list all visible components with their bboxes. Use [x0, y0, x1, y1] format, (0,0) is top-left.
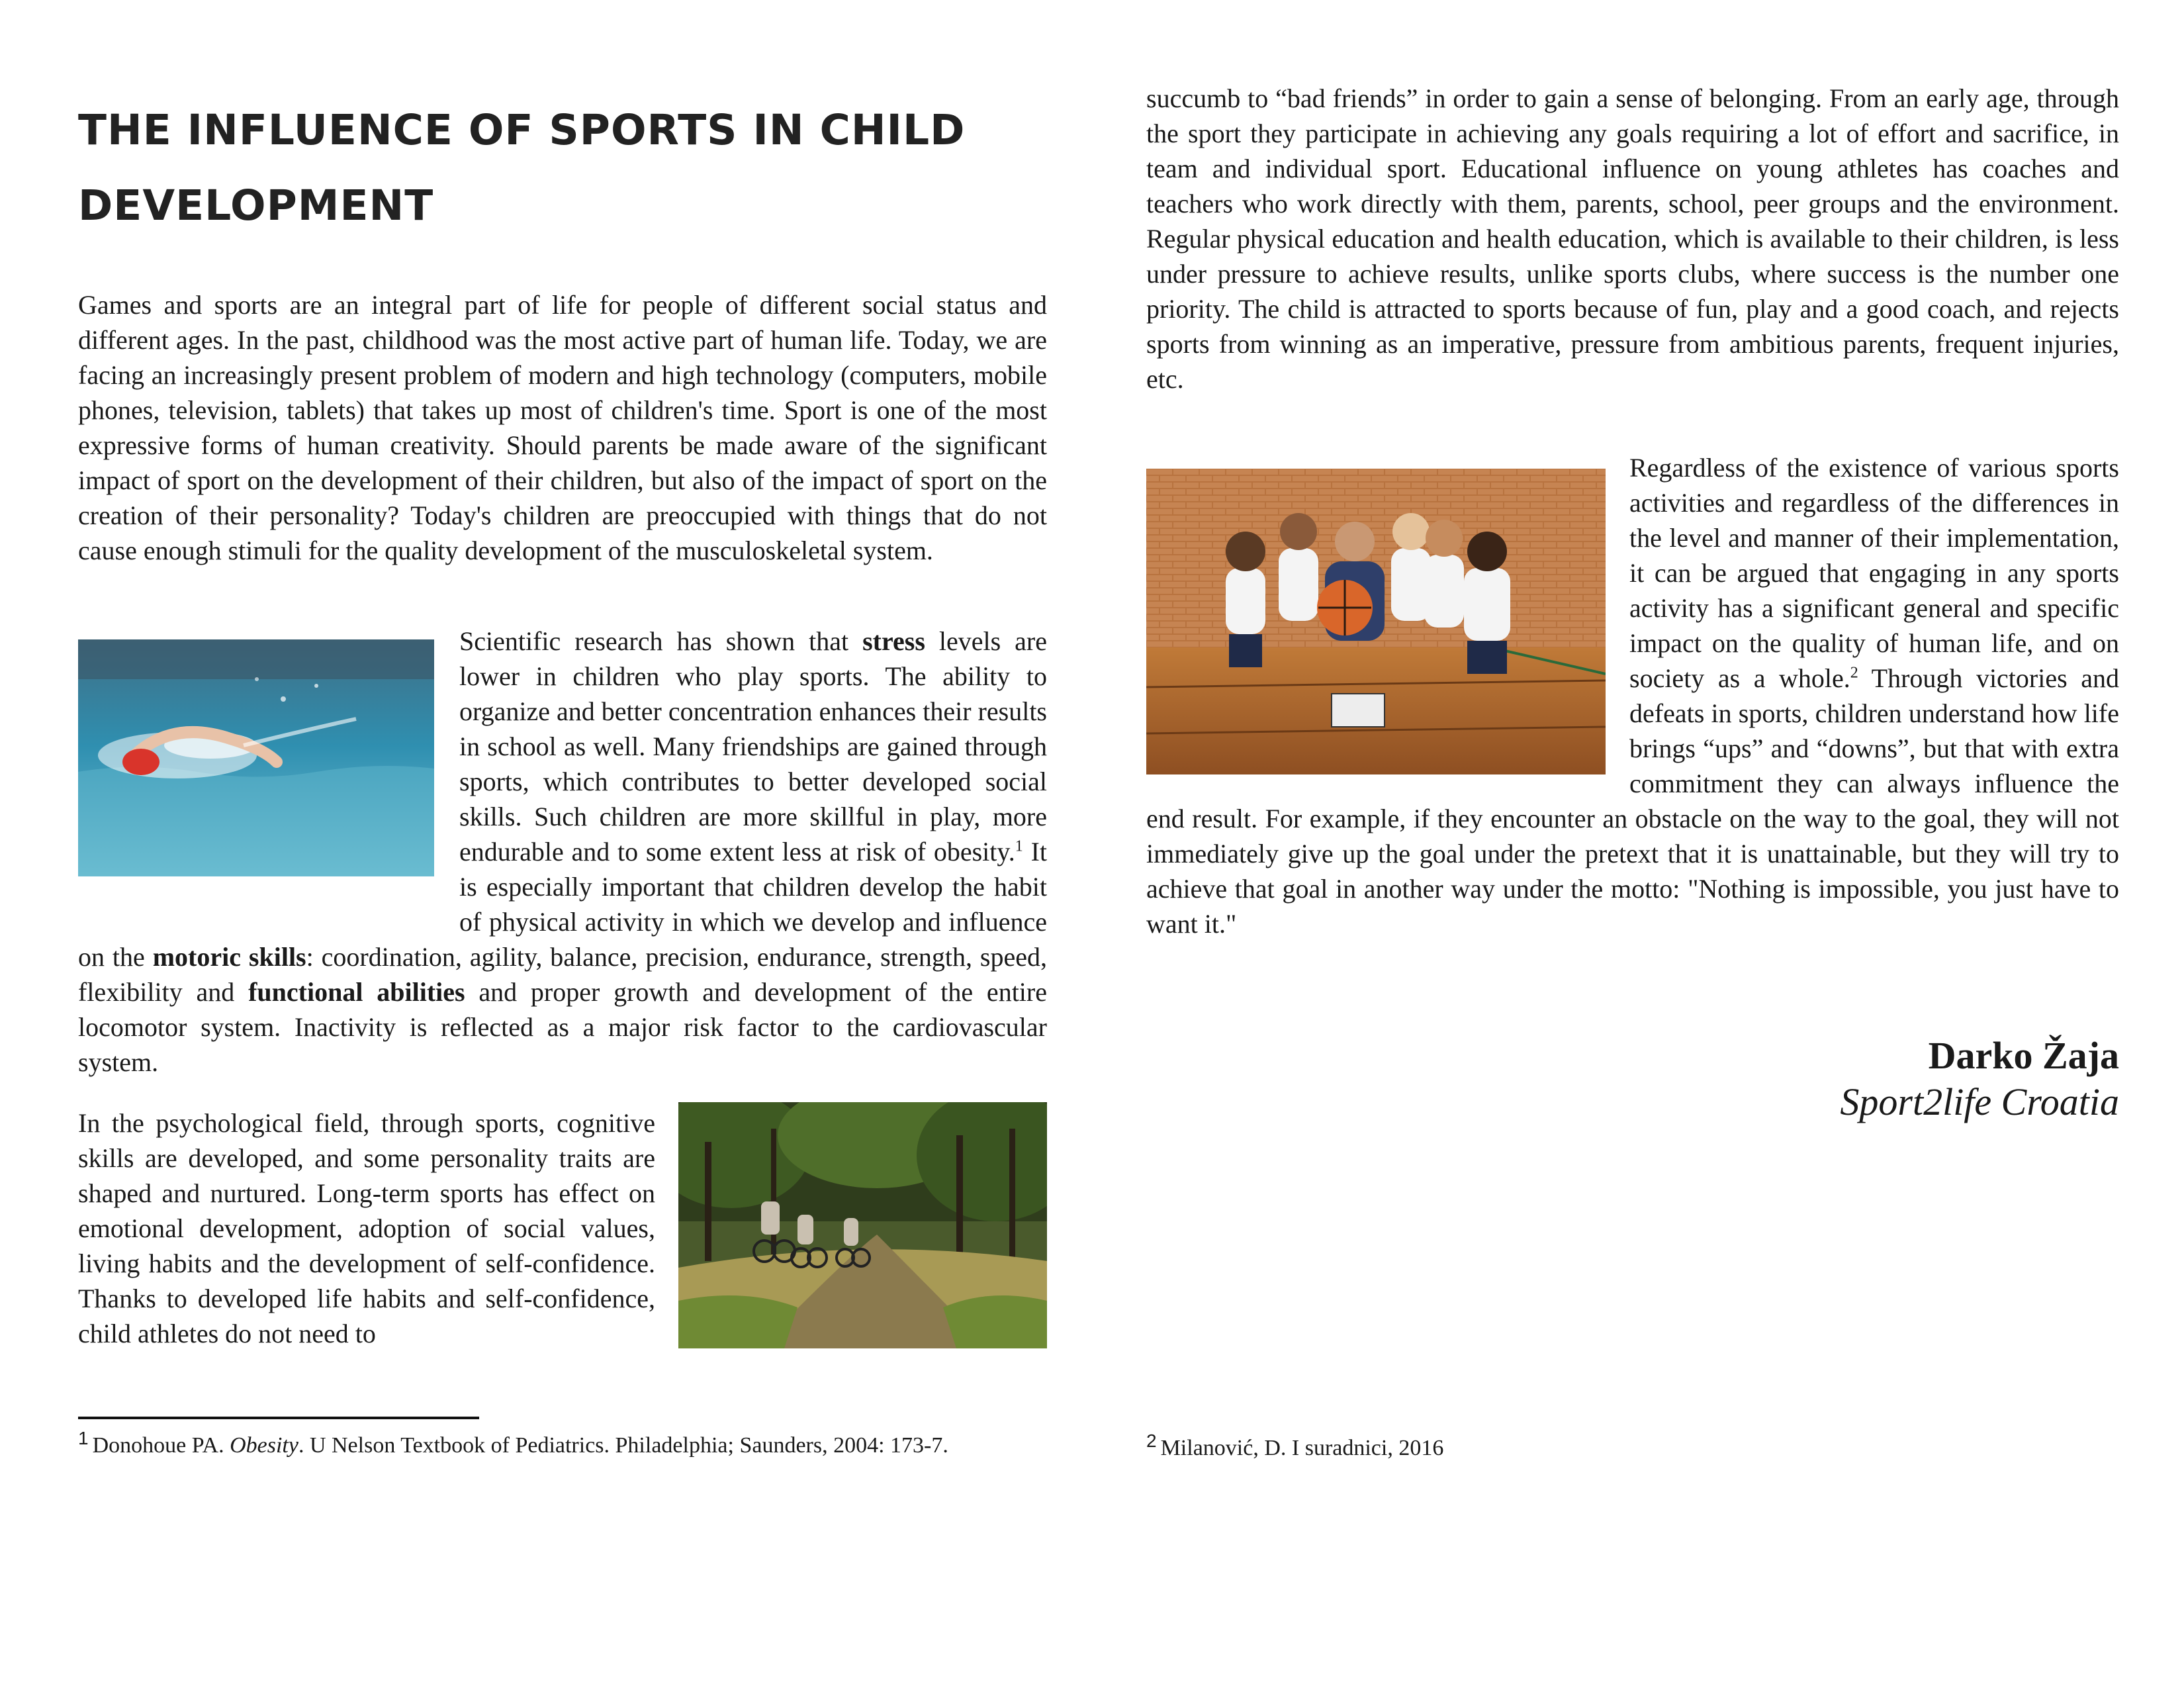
- float-spacer: [78, 624, 459, 910]
- author-block: [1840, 1033, 2119, 1125]
- title-line-2: DEVELOPMENT: [78, 181, 434, 230]
- footnote-2: $^2$ Milanović, D. I suradnici, 2016: [1146, 1430, 1444, 1460]
- right-top-paragraph: succumb to “bad friends” in order to gain a sense of belonging. From an early age, through the sport they participate in achieving any goals requiring a lot of effort and sacrifice, in team and individual sport. Educational influence on young athletes has coaches and teachers who work directly with them, parents, school, peer groups and the environment. Regular physical education and health education, which is available to their children, is less under pressure to achieve results, unlike sports clubs, where success is the number one priority. The child is attracted to sports because of fun, play and a good coach, and rejects sports from winning as an imperative, pressure from ambitious parents, frequent injuries, etc.: [1146, 83, 2119, 394]
- regardless-paragraph: Regardless of the existence of various sports activities and regardless of the differences in the level and manner of their implementation, it can be argued that engaging in any sports activity has a significant general and specific impact on the quality of human life, and on society as a whole.$^2$ Through victories and defeats in sports, children understand how life brings “ups” and “downs”, but that with extra commitment they can always influence the end result. For example, if they encounter an obstacle on the way to the goal, they will not immediately give up the goal under the pretext that it is unattainable, but they will try to achieve that goal in another way under the motto: "Nothing is impossible, you just have to want it.": [1146, 450, 2119, 941]
- footnote-ref-1[interactable]: 1: [1015, 837, 1023, 855]
- title-line-1: THE INFLUENCE OF SPORTS IN CHILD: [78, 106, 966, 154]
- psychology-paragraph: In the psychological field, through sports, cognitive skills are developed, and some personality traits are shaped and nurtured. Long-term sports has effect on emotional development, adoption of social values, living habits and the development of self-confidence. Thanks to developed life habits and self-confidence, child athletes do not need to: [78, 1108, 655, 1348]
- article-title: [78, 93, 1071, 244]
- footnote-rule: [78, 1417, 479, 1419]
- footnote-ref-2[interactable]: 2: [1850, 664, 1858, 682]
- bold-stress: stress: [862, 626, 925, 656]
- research-paragraph: Scientific research has shown that stress levels are lower in children who play sports. The ability to organize and better concentration enhances their results in school as well. Many friendships are gained through sports, which contributes to better developed social skills. Such children are more skillful in play, more endurable and to some extent less at risk of obesity.$^1$ It is especially important that children develop the habit of physical activity in which we develop and influence on the motoric skills: coordination, agility, balance, precision, endurance, strength, speed, flexibility and functional abilities and proper growth and development of the entire locomotor system. Inactivity is reflected as a major risk factor to the cardiovascular system.: [78, 624, 1047, 1080]
- intro-paragraph: Games and sports are an integral part of life for people of different social status and different ages. In the past, childhood was the most active part of human life. Today, we are facing an increasingly present problem of modern and high technology (computers, mobile phones, television, tablets) that takes up most of children's time. Sport is one of the most expressive forms of human creativity. Should parents be made aware of the significant impact of sport on the development of their children, but also of the impact of sport on the creation of their personality? Today's children are preoccupied with things that do not cause enough stimuli for the quality development of the musculoskeletal system.: [78, 290, 1047, 565]
- float-spacer-right: [1146, 450, 1629, 788]
- cyclists-image: [678, 1102, 1047, 1348]
- footnote-1: $^1$ Donohoue PA. Obesity. U Nelson Textbook of Pediatrics. Philadelphia; Saunders, 2004: 173-7.: [78, 1427, 948, 1458]
- bold-motoric-skills: motoric skills: [152, 942, 306, 972]
- bold-functional-abilities: functional abilities: [248, 977, 465, 1007]
- author-organization: Sport2life Croatia: [1840, 1080, 2119, 1123]
- author-name: Darko Žaja: [1928, 1034, 2119, 1077]
